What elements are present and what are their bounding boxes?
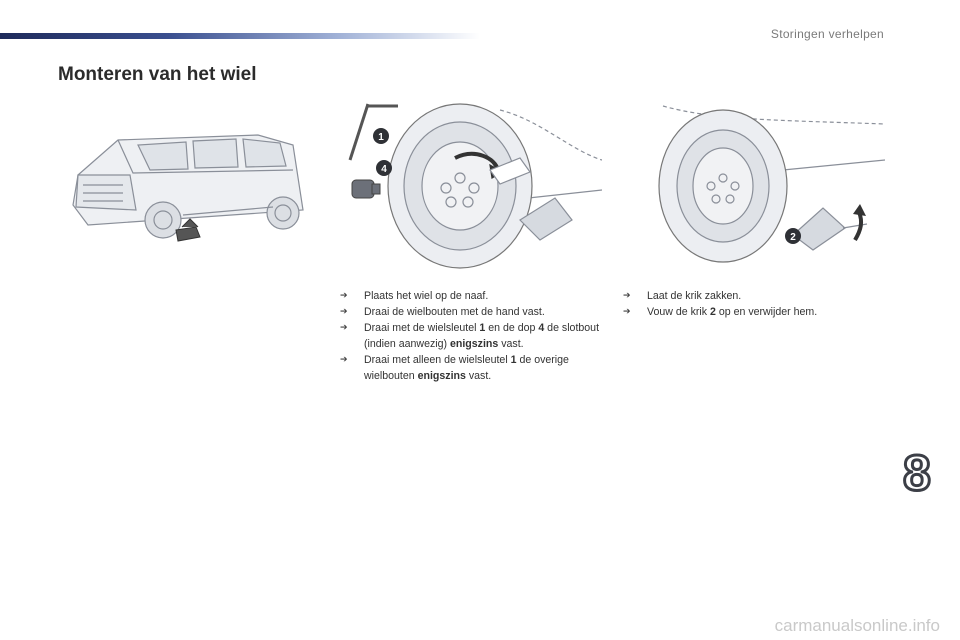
mounting-steps-list (340, 288, 602, 384)
step-text: de slotbout (indien aanwezig) (364, 322, 600, 350)
figure-label-jack: 2 (790, 232, 796, 243)
step-text: Plaats het wiel op de naaf. (364, 290, 489, 302)
page-title: Monteren van het wiel (58, 64, 257, 85)
step-text: Draai met de wielsleutel (364, 322, 480, 334)
arrow-bullet-icon: ➔ (340, 291, 348, 301)
emphasis-text: enigszins (449, 338, 499, 350)
cap-ref: 4 (538, 322, 545, 334)
van-illustration (58, 115, 318, 265)
wrench-ref: 1 (510, 354, 517, 366)
jack-lowering-illustration (623, 100, 885, 272)
wheel-tightening-illustration (340, 100, 602, 272)
step-text: Vouw de krik (647, 306, 711, 318)
chapter-number: 8 (903, 445, 931, 501)
section-title: Storingen verhelpen (770, 27, 884, 41)
wrench-ref: 1 (479, 322, 486, 334)
list-item (623, 304, 885, 320)
step-text: op en verwijder hem. (715, 306, 818, 318)
list-item (340, 320, 602, 352)
jack-ref: 2 (710, 306, 716, 318)
step-text: en de dop (485, 322, 539, 334)
list-item (623, 288, 885, 304)
list-item (340, 352, 602, 384)
figure-label-cap: 4 (381, 164, 387, 175)
figure-label-wrench: 1 (378, 132, 384, 143)
arrow-bullet-icon: ➔ (340, 307, 348, 317)
list-item (340, 304, 602, 320)
step-text: Laat de krik zakken. (647, 290, 742, 302)
arrow-bullet-icon: ➔ (623, 307, 631, 317)
header-gradient-bar (0, 33, 480, 39)
step-text: Draai de wielbouten met de hand vast. (364, 306, 545, 318)
step-text: vast. (465, 370, 492, 382)
step-text: Draai met alleen de wielsleutel (364, 354, 511, 366)
emphasis-text: enigszins (417, 370, 466, 382)
step-text: de overige wielbouten (364, 354, 569, 382)
list-item (340, 288, 602, 304)
arrow-bullet-icon: ➔ (340, 323, 348, 333)
watermark: carmanualsonline.info (774, 616, 940, 635)
step-text: vast. (498, 338, 524, 350)
jack-steps-list (623, 288, 885, 320)
arrow-bullet-icon: ➔ (340, 355, 348, 365)
arrow-bullet-icon: ➔ (623, 291, 631, 301)
